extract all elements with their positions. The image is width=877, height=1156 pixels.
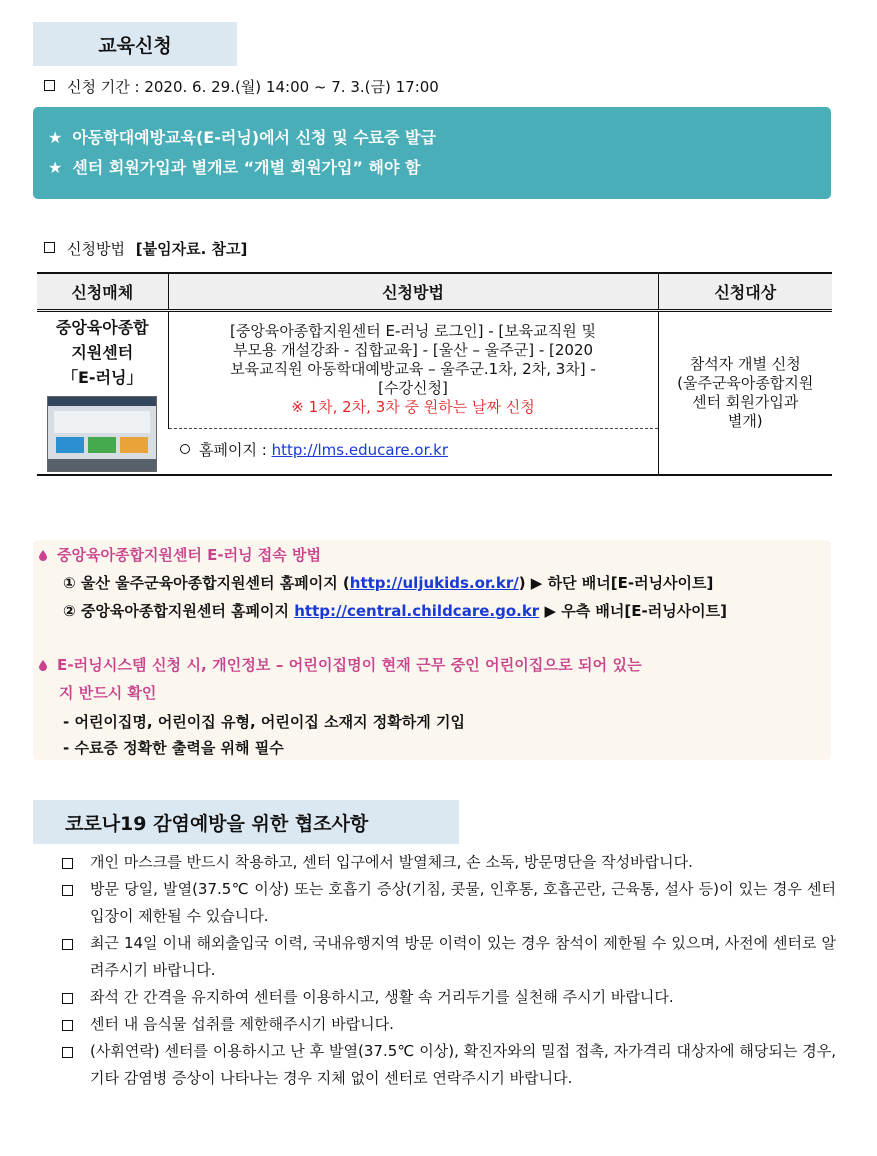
uljukids-link[interactable]: http://uljukids.or.kr/	[349, 574, 519, 592]
checkbox-square-icon	[62, 993, 73, 1004]
access-step-2: ② 중앙육아종합지원센터 홈페이지 http://central.childcare.go.kr ▶ 우측 배너[E-러닝사이트]	[63, 602, 728, 620]
star-icon: ★	[48, 128, 63, 147]
tip-heading-check-cont: 지 반드시 확인	[59, 684, 157, 702]
target-cell: 참석자 개별 신청 (울주군육아종합지원 센터 회원가입과 별개)	[658, 311, 832, 476]
checkbox-square-icon	[44, 242, 55, 253]
checkbox-square-icon	[62, 885, 73, 896]
guideline-item: 방문 당일, 발열(37.5℃ 이상) 또는 호흡기 증상(기침, 콧물, 인후통, 호흡곤란, 근육통, 설사 등)이 있는 경우 센터입장이 제한될 수 있습니다.	[62, 876, 836, 930]
covid-guidelines	[62, 849, 836, 1092]
method-heading: 신청방법 [붙임자료. 참고]	[44, 238, 247, 259]
media-cell: 중앙육아종합 지원센터 「E-러닝」	[37, 311, 168, 476]
circle-bullet-icon	[180, 444, 190, 454]
guideline-item: (사휘연락) 센터를 이용하시고 난 후 발열(37.5℃ 이상), 확진자와의 밀접 접촉, 자가격리 대상자에 해당되는 경우, 기타 감염병 증상이 나타나는 경우 지체 없이 센터로 연락주시기 바랍니다.	[62, 1038, 836, 1092]
guideline-item: 최근 14일 이내 해외출입국 이력, 국내유행지역 방문 이력이 있는 경우 참석이 제한될 수 있으며, 사전에 센터로 알려주시기 바랍니다.	[62, 930, 836, 984]
elearning-tip-box	[33, 540, 831, 760]
checkbox-square-icon	[44, 80, 55, 91]
header-media: 신청매체	[37, 273, 168, 311]
childcare-link[interactable]: http://central.childcare.go.kr	[294, 602, 540, 620]
notice-box	[33, 107, 831, 199]
application-period: 신청 기간 : 2020. 6. 29.(월) 14:00 ~ 7. 3.(금) 17:00	[44, 76, 439, 97]
header-method: 신청방법	[168, 273, 658, 311]
drop-icon	[39, 660, 47, 671]
guideline-item: 좌석 간 간격을 유지하여 센터를 이용하시고, 생활 속 거리두기를 실천해 주시기 바랍니다.	[62, 984, 836, 1011]
tip-heading-access: 중앙육아종합지원센터 E-러닝 접속 방법	[39, 544, 321, 565]
tip-bullet-2: - 수료증 정확한 출력을 위해 필수	[63, 739, 284, 757]
homepage-cell: 홈페이지 : http://lms.educare.or.kr	[168, 429, 658, 475]
method-note: ※ 1차, 2차, 3차 중 원하는 날짜 신청	[291, 398, 535, 416]
homepage-link[interactable]: http://lms.educare.or.kr	[271, 441, 448, 459]
checkbox-square-icon	[62, 1047, 73, 1058]
section-title-text: 교육신청	[98, 34, 172, 57]
header-target: 신청대상	[658, 273, 832, 311]
guideline-item: 센터 내 음식물 섭취를 제한해주시기 바랍니다.	[62, 1011, 836, 1038]
section-title-education	[33, 22, 237, 66]
drop-icon	[39, 550, 47, 561]
notice-line: ★ 센터 회원가입과 별개로 “개별 회원가입” 해야 함	[48, 158, 421, 177]
checkbox-square-icon	[62, 858, 73, 869]
tip-bullet-1: - 어린이집명, 어린이집 유형, 어린이집 소재지 정확하게 기입	[63, 713, 465, 731]
notice-line: ★ 아동학대예방교육(E-러닝)에서 신청 및 수료증 발급	[48, 128, 436, 147]
section-title-covid	[33, 800, 459, 844]
section-title-text: 코로나19 감염예방을 위한 협조사항	[65, 812, 369, 835]
method-reference: [붙임자료. 참고]	[135, 240, 248, 258]
checkbox-square-icon	[62, 939, 73, 950]
guideline-item: 개인 마스크를 반드시 착용하고, 센터 입구에서 발열체크, 손 소독, 방문명단을 작성바랍니다.	[62, 849, 836, 876]
tip-heading-check: E-러닝시스템 신청 시, 개인정보 – 어린이집명이 현재 근무 중인 어린이집으로 되어 있는	[39, 654, 642, 675]
checkbox-square-icon	[62, 1020, 73, 1031]
access-step-1: ① 울산 울주군육아종합지원센터 홈페이지 (http://uljukids.or.kr/) ▶ 하단 배너[E-러닝사이트]	[63, 574, 714, 592]
application-table	[37, 272, 832, 476]
method-cell: [중앙육아종합지원센터 E-러닝 로그인] - [보육교직원 및 부모용 개설강좌 - 집합교육] - [울산 – 울주군] - [2020 보육교직원 아동학대예방교육 – 울주군.1차, 2차, 3차] - [수강신청] ※ 1차, 2차, 3차 중 원하는 날짜 신청	[168, 311, 658, 430]
elearning-site-thumbnail	[47, 396, 157, 472]
star-icon: ★	[48, 158, 63, 177]
